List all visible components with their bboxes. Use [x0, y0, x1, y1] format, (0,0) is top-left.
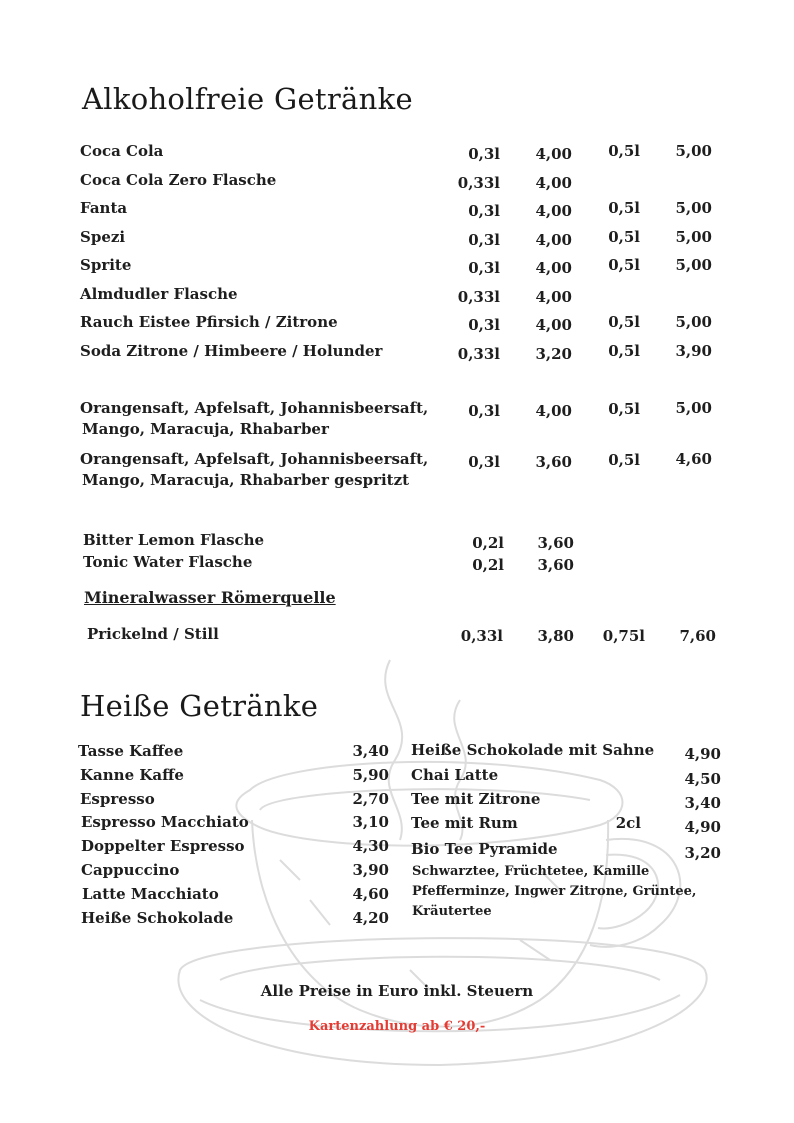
drink-name: Coca Cola Zero Flasche: [80, 171, 277, 189]
hot-drink-name: Heiße Schokolade: [81, 909, 234, 927]
drink-name: Soda Zitrone / Himbeere / Holunder: [80, 342, 383, 360]
hot-drink-price: 4,30: [352, 837, 389, 855]
hot-drink-price: 3,20: [684, 844, 721, 862]
drink-volume: 0,3l: [468, 145, 500, 163]
hot-drink-price: 2,70: [352, 790, 389, 808]
water-volume: 0,33l: [460, 627, 503, 645]
hot-drink-name: Bio Tee Pyramide: [411, 840, 558, 858]
drink-price: 4,00: [535, 202, 572, 220]
drink-price-large: 5,00: [675, 199, 712, 217]
drink-volume: 0,3l: [468, 202, 500, 220]
juice-price: 4,00: [535, 402, 572, 420]
drink-volume: 0,3l: [468, 259, 500, 277]
juice-volume: 0,3l: [468, 453, 500, 471]
juice-price-large: 5,00: [675, 399, 712, 417]
juice-name: Orangensaft, Apfelsaft, Johannisbeersaft,: [80, 399, 429, 417]
hot-drink-name: Kanne Kaffe: [80, 766, 184, 784]
juice-price: 3,60: [535, 453, 572, 471]
bottle-price: 3,60: [537, 534, 574, 552]
water-price: 3,80: [537, 627, 574, 645]
drink-volume-large: 0,5l: [608, 256, 640, 274]
hot-drink-name: Tee mit Zitrone: [411, 790, 541, 808]
hot-drink-price: 3,90: [352, 861, 389, 879]
bottle-volume: 0,2l: [472, 556, 504, 574]
juice-volume: 0,3l: [468, 402, 500, 420]
drink-price: 4,00: [535, 231, 572, 249]
hot-drink-price: 3,10: [352, 813, 389, 831]
water-name: Prickelnd / Still: [87, 625, 219, 643]
drink-name: Coca Cola: [80, 142, 164, 160]
drink-name: Almdudler Flasche: [80, 285, 238, 303]
drink-volume: 0,3l: [468, 316, 500, 334]
bottle-name: Bitter Lemon Flasche: [83, 531, 265, 549]
hot-drink-name: Espresso: [80, 790, 155, 808]
drink-price: 4,00: [535, 145, 572, 163]
drink-name: Sprite: [80, 256, 132, 274]
hot-drink-price: 5,90: [352, 766, 389, 784]
hot-drink-price: 3,40: [352, 742, 389, 760]
tea-variety-line: Pfefferminze, Ingwer Zitrone, Grüntee,: [412, 884, 697, 899]
tea-variety-line: Kräutertee: [412, 904, 492, 919]
drink-volume: 0,33l: [457, 345, 500, 363]
hot-drink-price: 4,60: [352, 885, 389, 903]
hot-drink-size: 2cl: [615, 814, 641, 832]
hot-drink-name: Tee mit Rum: [411, 814, 518, 832]
drink-price: 4,00: [535, 259, 572, 277]
hot-drink-name: Tasse Kaffee: [78, 742, 184, 760]
section-title-cold: Alkoholfreie Getränke: [82, 82, 413, 116]
drink-price-large: 3,90: [675, 342, 712, 360]
hot-drink-price: 4,50: [684, 770, 721, 788]
drink-price-large: 5,00: [675, 142, 712, 160]
juice-volume-large: 0,5l: [608, 451, 640, 469]
hot-drink-price: 4,90: [684, 745, 721, 763]
water-volume-large: 0,75l: [602, 627, 645, 645]
drink-name: Fanta: [80, 199, 128, 217]
drink-price: 4,00: [535, 174, 572, 192]
bottle-price: 3,60: [537, 556, 574, 574]
drink-price: 4,00: [535, 288, 572, 306]
bottle-name: Tonic Water Flasche: [83, 553, 253, 571]
hot-drink-name: Espresso Macchiato: [81, 813, 249, 831]
drink-price-large: 5,00: [675, 228, 712, 246]
drink-volume: 0,33l: [457, 288, 500, 306]
juice-name-line2: Mango, Maracuja, Rhabarber gespritzt: [82, 471, 410, 489]
hot-drink-name: Latte Macchiato: [82, 885, 219, 903]
drink-volume: 0,3l: [468, 231, 500, 249]
hot-drink-price: 3,40: [684, 794, 721, 812]
drink-volume-large: 0,5l: [608, 228, 640, 246]
drink-price: 3,20: [535, 345, 572, 363]
hot-drink-price: 4,20: [352, 909, 389, 927]
hot-drink-name: Chai Latte: [411, 766, 499, 784]
drink-price-large: 5,00: [675, 313, 712, 331]
bottle-volume: 0,2l: [472, 534, 504, 552]
water-price-large: 7,60: [679, 627, 716, 645]
hot-drink-price: 4,90: [684, 818, 721, 836]
drink-price: 4,00: [535, 316, 572, 334]
hot-drink-name: Cappuccino: [81, 861, 180, 879]
section-title-hot: Heiße Getränke: [80, 689, 319, 723]
tea-variety-line: Schwarztee, Früchtetee, Kamille: [412, 864, 650, 879]
drink-price-large: 5,00: [675, 256, 712, 274]
drink-name: Spezi: [80, 228, 126, 246]
drink-volume: 0,33l: [457, 174, 500, 192]
card-payment-note: Kartenzahlung ab € 20,-: [308, 1019, 486, 1034]
drink-name: Rauch Eistee Pfirsich / Zitrone: [80, 313, 338, 331]
water-heading: Mineralwasser Römerquelle: [84, 588, 336, 607]
price-note: Alle Preise in Euro inkl. Steuern: [260, 982, 534, 1000]
drink-volume-large: 0,5l: [608, 342, 640, 360]
juice-name: Orangensaft, Apfelsaft, Johannisbeersaft,: [80, 450, 429, 468]
juice-volume-large: 0,5l: [608, 400, 640, 418]
juice-price-large: 4,60: [675, 450, 712, 468]
juice-name-line2: Mango, Maracuja, Rhabarber: [82, 420, 329, 438]
hot-drink-name: Heiße Schokolade mit Sahne: [411, 741, 655, 759]
drink-volume-large: 0,5l: [608, 313, 640, 331]
drink-volume-large: 0,5l: [608, 142, 640, 160]
drink-volume-large: 0,5l: [608, 199, 640, 217]
hot-drink-name: Doppelter Espresso: [81, 837, 245, 855]
